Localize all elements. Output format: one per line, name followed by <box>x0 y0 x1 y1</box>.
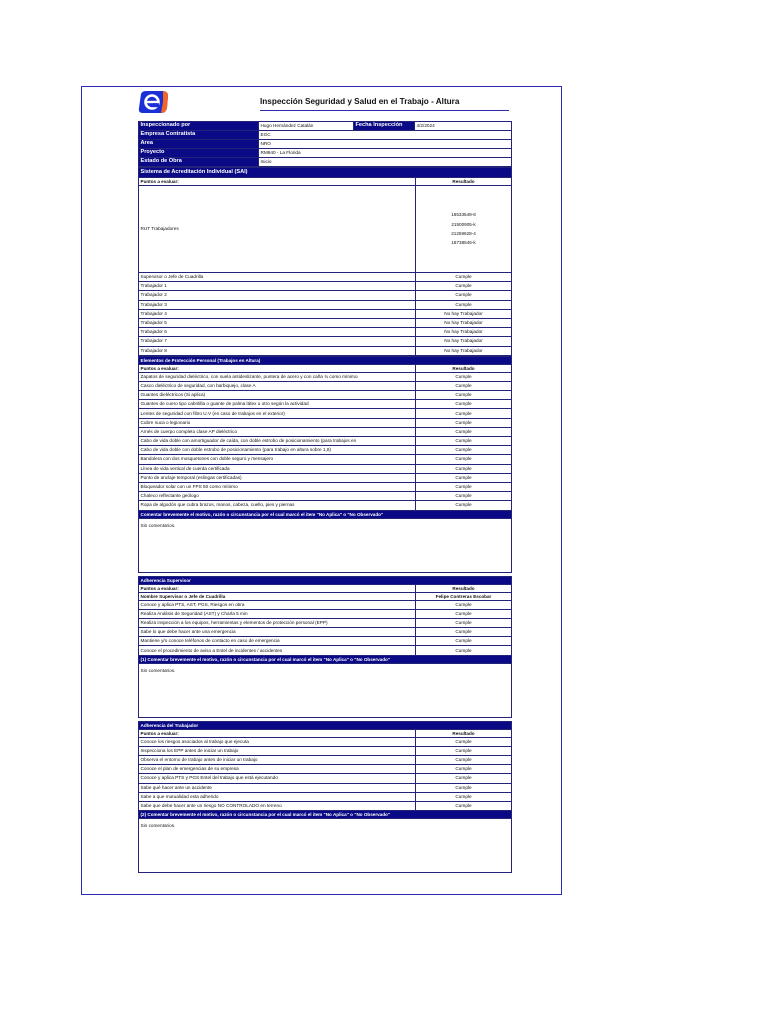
row-label: Trabajador 8 <box>139 346 416 355</box>
table-row <box>139 446 512 455</box>
row-label: Observa el entorno de trabajo antes de iniciar un trabajo <box>139 756 416 765</box>
table-row <box>139 482 512 491</box>
row-label: Cubre nuca o legionario <box>139 418 416 427</box>
supervisor-name-label: Nombre Supervisor o Jefe de Cuadrilla <box>139 592 416 600</box>
proyecto-value: RM940 - La Florida <box>259 149 512 158</box>
row-result[interactable]: Cumple <box>416 774 512 783</box>
rut-value: 21269628-4 <box>451 231 476 236</box>
sai-table <box>138 167 512 356</box>
row-label: Trabajador 1 <box>139 282 416 291</box>
row-result[interactable]: Cumple <box>416 646 512 655</box>
row-label: Lentes de seguridad con filtro U.V (en caso de trabajos en el exterior) <box>139 409 416 418</box>
table-row <box>139 464 512 473</box>
proyecto-label: Proyecto <box>139 149 259 158</box>
row-result[interactable]: No hay Trabajador <box>416 346 512 355</box>
trabajador-table <box>138 721 512 874</box>
row-result[interactable]: Cumple <box>416 746 512 755</box>
table-row <box>139 609 512 618</box>
trabajador-col-resultado: Resultado <box>416 729 512 737</box>
table-row <box>139 501 512 510</box>
row-result[interactable]: No hay Trabajador <box>416 328 512 337</box>
sai-col-resultado: Resultado <box>416 178 512 186</box>
table-row <box>139 774 512 783</box>
row-result[interactable]: Cumple <box>416 618 512 627</box>
row-result[interactable]: Cumple <box>416 482 512 491</box>
title-underline <box>260 110 509 111</box>
rut-value: 21500905-k <box>451 221 476 227</box>
table-row <box>139 765 512 774</box>
row-label: Supervisor o Jefe de Cuadrilla <box>139 273 416 282</box>
table-row <box>139 300 512 309</box>
row-label: Zapatos de seguridad dieléctrico, con suela antideslizante, puntera de acero y con caña ¾ como mínimo <box>139 372 416 381</box>
row-result[interactable]: Cumple <box>416 464 512 473</box>
row-label: Trabajador 2 <box>139 291 416 300</box>
row-result[interactable]: Cumple <box>416 282 512 291</box>
row-result[interactable]: Cumple <box>416 400 512 409</box>
row-result[interactable]: Cumple <box>416 756 512 765</box>
row-label: Línea de vida vertical de cuerda certificada <box>139 464 416 473</box>
inspection-sheet <box>138 121 511 873</box>
epp-col-puntos: Puntos a evaluar: <box>139 364 416 372</box>
sai-rows <box>139 273 512 356</box>
table-row <box>139 801 512 810</box>
table-row <box>139 309 512 318</box>
inspeccionado-value: Hugo Hernández Catalán <box>259 122 354 131</box>
row-label: Trabajador 6 <box>139 328 416 337</box>
epp-table <box>138 356 512 573</box>
table-row <box>139 273 512 282</box>
table-row <box>139 391 512 400</box>
row-label: Ropa de algodón que cubra brazos, manos, cabeza, cuello, pies y piernas <box>139 501 416 510</box>
table-row <box>139 637 512 646</box>
row-result[interactable]: Cumple <box>416 437 512 446</box>
row-result[interactable]: Cumple <box>416 792 512 801</box>
rut-label: RUT Trabajadores <box>139 186 416 273</box>
row-label: Sabe lo que debe hacer ante una emergencia <box>139 628 416 637</box>
table-row <box>139 372 512 381</box>
row-label: Guantes de cuero tipo cabritilla o guante de palma látex u otro según la actividad <box>139 400 416 409</box>
epp-rows <box>139 372 512 510</box>
table-row <box>139 409 512 418</box>
row-label: Sabe qué hacer ante un accidente <box>139 783 416 792</box>
row-label: Cabo de vida doble con amortiguador de caída, con doble estrobo de posicionamiento (para trabajos en <box>139 437 416 446</box>
row-result[interactable]: Cumple <box>416 391 512 400</box>
epp-section-title: Elementos de Protección Personal (Trabajos en Altura) <box>139 356 512 364</box>
fecha-value: 4/2/2024 <box>415 122 512 131</box>
row-label: Punto de anclaje temporal (eslingas certificadas) <box>139 473 416 482</box>
row-label: Mantiene y/o conoce teléfonos de contacto en caso de emergencia <box>139 637 416 646</box>
table-row <box>139 282 512 291</box>
trabajador-col-puntos: Puntos a evaluar: <box>139 729 416 737</box>
row-label: Bandolera con dos mosquetones con doble seguro y mensajero <box>139 455 416 464</box>
row-result[interactable]: Cumple <box>416 273 512 282</box>
row-label: Conoce y aplica PTS y PGS Entel del trabajo que está ejecutando <box>139 774 416 783</box>
area-value: NRO <box>259 140 512 149</box>
supervisor-name-value: Felipe Contreras Escobar <box>416 592 512 600</box>
epp-col-resultado: Resultado <box>416 364 512 372</box>
estado-value: Inicio <box>259 158 512 167</box>
supervisor-comment-prompt: (1) Comentar brevemente el motivo, razón o circunstancia por el cual marcó el item "No Aplica" o "No Observado" <box>139 655 512 663</box>
row-label: Arnés de cuerpo completo clase AP dieléctrico <box>139 427 416 436</box>
fecha-label: Fecha Inspección <box>354 122 415 131</box>
row-result[interactable]: Cumple <box>416 291 512 300</box>
table-row <box>139 427 512 436</box>
row-label: Conoce el procedimiento de aviso a Entel de incidentes / accidentes <box>139 646 416 655</box>
row-label: Sabe que debe hacer ante un riesgo NO CONTROLADO en terreno <box>139 801 416 810</box>
row-label: Trabajador 7 <box>139 337 416 346</box>
epp-comment-prompt: Comentar brevemente el motivo, razón o circunstancia por el cual marcó el item "No Aplica" o "No Observado" <box>139 510 512 518</box>
row-result[interactable]: Cumple <box>416 418 512 427</box>
row-result[interactable]: No hay Trabajador <box>416 318 512 327</box>
row-result[interactable]: Cumple <box>416 609 512 618</box>
supervisor-col-resultado: Resultado <box>416 584 512 592</box>
table-row <box>139 318 512 327</box>
row-result[interactable]: Cumple <box>416 455 512 464</box>
table-row <box>139 756 512 765</box>
supervisor-section-title: Adherencia Supervisor <box>139 576 512 584</box>
supervisor-table <box>138 576 512 718</box>
row-label: Casco dieléctrico de seguridad, con barbiquejo, clase A <box>139 381 416 390</box>
table-row <box>139 600 512 609</box>
row-label: Chaleco reflectante geólogo <box>139 492 416 501</box>
table-row <box>139 783 512 792</box>
table-row <box>139 455 512 464</box>
table-row <box>139 337 512 346</box>
sai-section-title: Sistema de Acreditación Individual (SAI) <box>139 168 512 178</box>
sai-col-puntos: Puntos a evaluar: <box>139 178 416 186</box>
rut-value: 16533549-8 <box>451 212 476 218</box>
row-label: Inspecciona los EPP antes de iniciar un trabajo <box>139 746 416 755</box>
table-row <box>139 618 512 627</box>
row-label: Realiza Análisis de Seguridad (AST) y Charla 5 min <box>139 609 416 618</box>
row-label: Bloqueador solar con un FPS 50 como mínimo <box>139 482 416 491</box>
trabajador-rows <box>139 737 512 811</box>
page-title: Inspección Seguridad y Salud en el Trabajo - Altura <box>260 97 460 106</box>
row-label: Guantes dieléctricos (Si aplica) <box>139 391 416 400</box>
row-result[interactable]: Cumple <box>416 801 512 810</box>
trabajador-comment-prompt: (2) Comentar brevemente el motivo, razón o circunstancia por el cual marcó el item "No Aplica" o "No Observado" <box>139 811 512 819</box>
row-result[interactable]: Cumple <box>416 783 512 792</box>
row-label: Cabo de vida doble con doble estrobo de posicionamiento (para trabajo en altura sobre 1,8) <box>139 446 416 455</box>
row-result[interactable]: Cumple <box>416 737 512 746</box>
table-row <box>139 746 512 755</box>
table-row <box>139 473 512 482</box>
supervisor-rows <box>139 600 512 655</box>
rut-values <box>416 186 512 273</box>
empresa-label: Empresa Contratista <box>139 131 259 140</box>
table-row <box>139 346 512 355</box>
row-result[interactable]: Cumple <box>416 765 512 774</box>
row-result[interactable]: Cumple <box>416 381 512 390</box>
row-result[interactable]: Cumple <box>416 600 512 609</box>
epp-comment-box[interactable]: Sin comentarios. <box>139 518 512 572</box>
row-result[interactable]: Cumple <box>416 501 512 510</box>
empresa-value: EGC <box>259 131 512 140</box>
table-row <box>139 291 512 300</box>
row-result[interactable]: No hay Trabajador <box>416 309 512 318</box>
row-label: Trabajador 4 <box>139 309 416 318</box>
row-label: Conoce el plan de emergencias de su empresa <box>139 765 416 774</box>
row-result[interactable]: Cumple <box>416 372 512 381</box>
inspection-form-page <box>81 86 562 895</box>
table-row <box>139 492 512 501</box>
row-label: Trabajador 3 <box>139 300 416 309</box>
table-row <box>139 792 512 801</box>
row-result[interactable]: Cumple <box>416 637 512 646</box>
estado-label: Estado de Obra <box>139 158 259 167</box>
area-label: Área <box>139 140 259 149</box>
rut-value: 18738546-k <box>451 240 476 246</box>
table-row <box>139 328 512 337</box>
table-row <box>139 437 512 446</box>
trabajador-comment-box[interactable]: Sin comentarios. <box>139 819 512 873</box>
row-result[interactable]: Cumple <box>416 409 512 418</box>
table-row <box>139 646 512 655</box>
row-result[interactable]: No hay Trabajador <box>416 337 512 346</box>
info-table <box>138 121 512 167</box>
row-result[interactable]: Cumple <box>416 446 512 455</box>
trabajador-section-title: Adherencia del Trabajador <box>139 721 512 729</box>
supervisor-col-puntos: Puntos a evaluar: <box>139 584 416 592</box>
row-label: Conoce y aplica PTS, AST, PGS, Riesgos en obra <box>139 600 416 609</box>
row-label: Trabajador 5 <box>139 318 416 327</box>
row-label: Conoce los riesgos asociados al trabajo que ejecuta <box>139 737 416 746</box>
table-row <box>139 628 512 637</box>
supervisor-comment-box[interactable]: Sin comentarios. <box>139 663 512 717</box>
row-result[interactable]: Cumple <box>416 300 512 309</box>
row-label: Sabe a que mutualidad esta adherido <box>139 792 416 801</box>
table-row <box>139 737 512 746</box>
row-label: Realiza inspección a los equipos, herramientas y elementos de protección personal (EPP) <box>139 618 416 627</box>
row-result[interactable]: Cumple <box>416 427 512 436</box>
table-row <box>139 400 512 409</box>
entel-logo-icon <box>137 90 169 114</box>
inspeccionado-label: Inspeccionado por <box>139 122 259 131</box>
row-result[interactable]: Cumple <box>416 473 512 482</box>
row-result[interactable]: Cumple <box>416 628 512 637</box>
table-row <box>139 381 512 390</box>
row-result[interactable]: Cumple <box>416 492 512 501</box>
table-row <box>139 418 512 427</box>
